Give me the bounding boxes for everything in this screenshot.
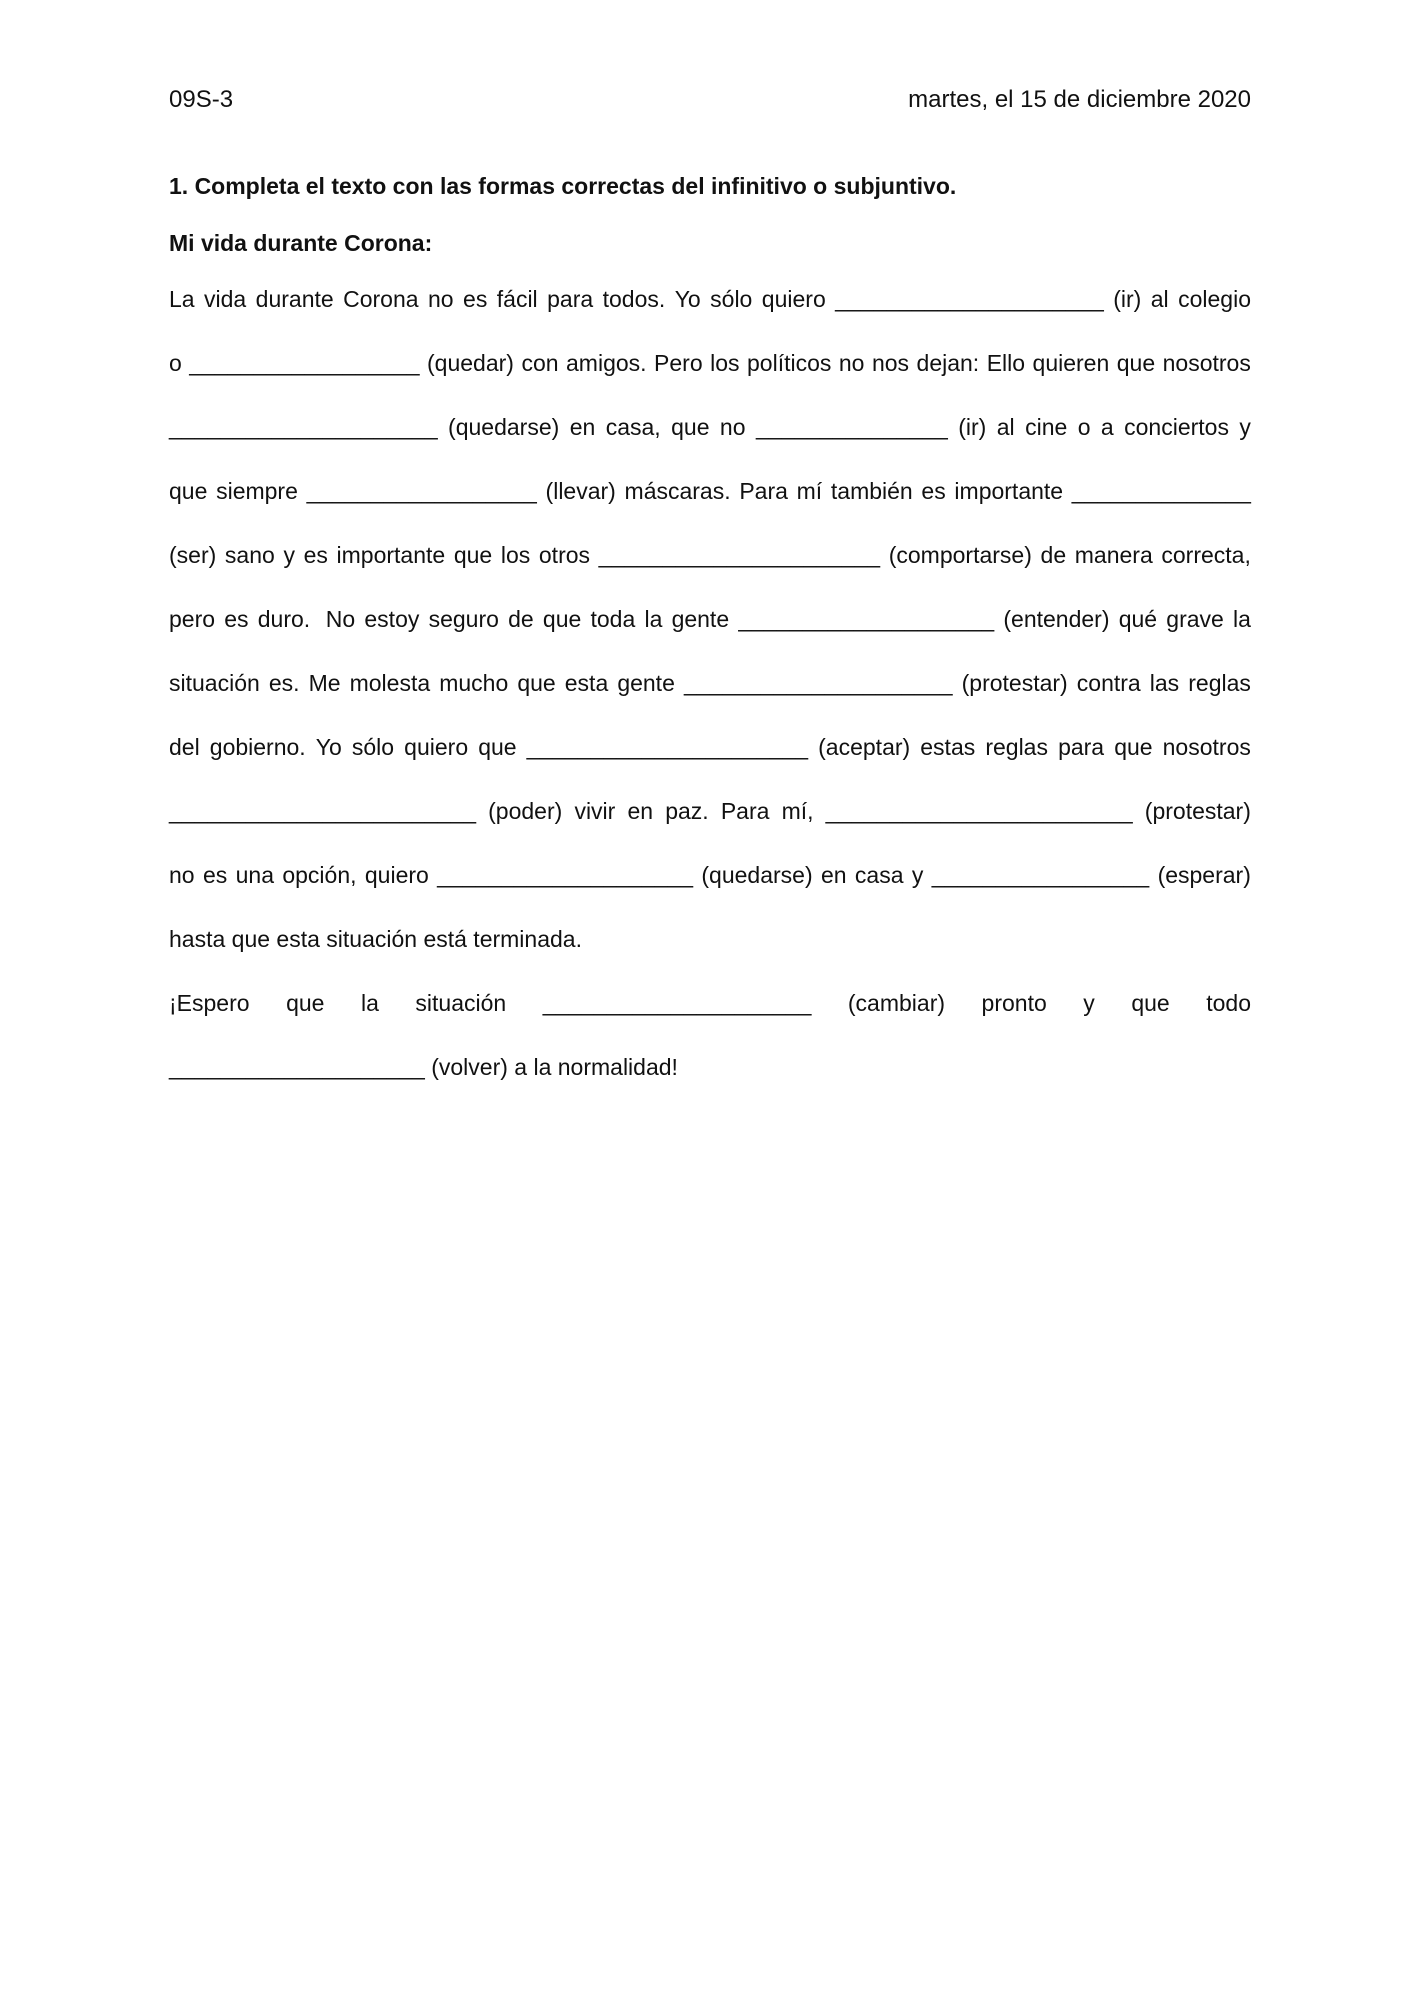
text-word: pronto xyxy=(981,990,1047,1016)
text-word: que xyxy=(542,606,582,632)
text-word: estas xyxy=(920,734,976,760)
text-word: cine xyxy=(1025,414,1068,440)
text-word: Para xyxy=(739,478,788,504)
text-word: importante xyxy=(336,542,446,568)
text-word: que xyxy=(671,414,710,440)
answer-blank[interactable]: ______________________ xyxy=(598,542,881,568)
text-word: políticos xyxy=(747,350,832,376)
answer-blank[interactable]: _____________________ xyxy=(169,414,438,440)
text-word: (quedarse) xyxy=(701,862,813,888)
text-word: a xyxy=(1100,414,1114,440)
text-word: fácil xyxy=(496,286,538,312)
text-word: hasta que esta situación está terminada. xyxy=(169,926,582,952)
text-word: la xyxy=(360,990,379,1016)
answer-blank[interactable]: __________________ xyxy=(189,350,420,376)
course-code: 09S-3 xyxy=(169,86,234,113)
text-word: los xyxy=(710,350,740,376)
text-line xyxy=(169,411,1251,443)
text-word: o xyxy=(1077,414,1091,440)
text-word: mucho xyxy=(439,670,509,696)
text-word: al xyxy=(996,414,1015,440)
text-word: Ello xyxy=(986,350,1026,376)
exercise-instruction: 1. Completa el texto con las formas correctas del infinitivo o subjuntivo. xyxy=(169,173,957,199)
text-word: colegio xyxy=(1178,286,1251,312)
text-word: (aceptar) xyxy=(818,734,911,760)
text-title: Mi vida durante Corona: xyxy=(169,230,433,256)
text-word: los xyxy=(500,542,531,568)
text-word: grave xyxy=(1166,606,1224,632)
text-word: no xyxy=(169,862,195,888)
text-line xyxy=(169,731,1251,763)
text-word: es xyxy=(202,862,228,888)
text-word: Pero xyxy=(654,350,703,376)
answer-blank[interactable]: _____________________ xyxy=(683,670,953,696)
text-word: todos. xyxy=(602,286,666,312)
answer-blank[interactable]: _____________________ xyxy=(835,286,1104,312)
text-word: la xyxy=(1233,606,1251,632)
text-word: pero xyxy=(169,606,216,632)
text-word: importante xyxy=(954,478,1064,504)
text-word: del xyxy=(169,734,200,760)
answer-blank[interactable]: ________________________ xyxy=(825,798,1133,824)
text-line xyxy=(169,603,1251,635)
answer-blank[interactable]: ______________________ xyxy=(526,734,809,760)
text-word: esta xyxy=(564,670,609,696)
text-word: toda xyxy=(590,606,636,632)
answer-blank[interactable]: ________________________ xyxy=(169,798,476,824)
text-word: que xyxy=(453,542,493,568)
text-word: dejan: xyxy=(916,350,980,376)
text-line xyxy=(169,859,1251,891)
text-word: ¡Espero xyxy=(169,990,250,1016)
text-word: (quedarse) xyxy=(448,414,560,440)
worksheet-date: martes, el 15 de diciembre 2020 xyxy=(908,86,1251,113)
text-word: correcta, xyxy=(1161,542,1251,568)
text-word: (ser) xyxy=(169,542,217,568)
text-word: reglas xyxy=(1188,670,1251,696)
text-word: molesta xyxy=(349,670,431,696)
text-word: seguro xyxy=(428,606,499,632)
text-word: que xyxy=(169,478,208,504)
text-word: no xyxy=(719,414,746,440)
answer-blank[interactable]: ____________________ xyxy=(738,606,995,632)
text-word: quiero xyxy=(364,862,429,888)
text-word: y xyxy=(283,542,295,568)
text-word: estoy xyxy=(364,606,420,632)
text-line xyxy=(169,987,1251,1019)
text-word: con xyxy=(521,350,559,376)
text-word: No xyxy=(319,606,356,632)
text-word: casa, xyxy=(605,414,661,440)
text-word: que xyxy=(517,670,556,696)
text-word: reglas xyxy=(985,734,1048,760)
text-word: en xyxy=(820,862,847,888)
text-word: mí xyxy=(796,478,823,504)
text-line xyxy=(169,795,1251,827)
text-word: es xyxy=(303,542,328,568)
answer-blank[interactable]: ____________________ (volver) a la normalidad! xyxy=(169,1054,678,1080)
text-word: nosotros xyxy=(1162,350,1251,376)
text-word: nos xyxy=(871,350,910,376)
text-word: y xyxy=(1239,414,1251,440)
text-word: siempre xyxy=(216,478,298,504)
text-word: es xyxy=(224,606,249,632)
text-word: Yo xyxy=(674,286,701,312)
text-line xyxy=(169,1051,1251,1083)
text-word: paz. xyxy=(665,798,709,824)
text-word: Yo xyxy=(315,734,342,760)
text-word: o xyxy=(169,350,182,376)
answer-blank[interactable]: ____________________ xyxy=(437,862,694,888)
text-word: que xyxy=(1114,734,1153,760)
text-word: que xyxy=(1116,350,1156,376)
text-word: (llevar) xyxy=(545,478,616,504)
text-word: para xyxy=(547,286,594,312)
text-word: que xyxy=(286,990,325,1016)
text-word: (poder) xyxy=(488,798,563,824)
text-word: (esperar) xyxy=(1157,862,1251,888)
text-word: contra xyxy=(1076,670,1141,696)
text-word: (cambiar) xyxy=(847,990,946,1016)
text-word: y xyxy=(911,862,924,888)
text-word: quiero xyxy=(404,734,469,760)
text-word: una xyxy=(235,862,274,888)
text-word: en xyxy=(569,414,596,440)
text-word: Me xyxy=(308,670,341,696)
text-word: manera xyxy=(1074,542,1153,568)
text-word: opción, xyxy=(282,862,357,888)
text-word: no xyxy=(838,350,865,376)
text-word: quiero xyxy=(761,286,826,312)
text-word: Corona xyxy=(343,286,419,312)
text-line xyxy=(169,667,1251,699)
text-word: (ir) xyxy=(1113,286,1142,312)
text-word: y xyxy=(1083,990,1095,1016)
text-word: no xyxy=(428,286,454,312)
text-word: (entender) xyxy=(1003,606,1110,632)
text-word: (ir) xyxy=(958,414,987,440)
text-word: casa xyxy=(854,862,904,888)
text-word: situación xyxy=(169,670,260,696)
text-word: vida xyxy=(204,286,247,312)
text-line xyxy=(169,923,1251,955)
text-word: (quedar) xyxy=(427,350,514,376)
answer-blank[interactable]: _____________________ xyxy=(542,990,812,1016)
text-word: las xyxy=(1149,670,1180,696)
answer-blank[interactable]: __________________ xyxy=(306,478,537,504)
text-word: sólo xyxy=(710,286,753,312)
text-word: que xyxy=(478,734,517,760)
text-line xyxy=(169,347,1251,379)
text-word: de xyxy=(1040,542,1067,568)
text-line xyxy=(169,475,1251,507)
text-word: todo xyxy=(1206,990,1251,1016)
text-word: que xyxy=(1131,990,1170,1016)
text-word: es xyxy=(463,286,488,312)
text-word: mí, xyxy=(781,798,814,824)
text-word: máscaras. xyxy=(624,478,731,504)
text-word: gobierno. xyxy=(209,734,306,760)
text-word: qué xyxy=(1118,606,1158,632)
text-word: (comportarse) xyxy=(888,542,1032,568)
text-word: la xyxy=(644,606,663,632)
text-word: La xyxy=(169,286,195,312)
text-word: durante xyxy=(255,286,334,312)
text-line xyxy=(169,283,1251,315)
text-word: otros xyxy=(538,542,591,568)
text-word: (protestar) xyxy=(1144,798,1251,824)
answer-blank[interactable]: ______________ xyxy=(1071,478,1251,504)
text-word: quieren xyxy=(1032,350,1110,376)
text-word: vivir xyxy=(574,798,616,824)
text-word: es xyxy=(921,478,946,504)
text-line xyxy=(169,539,1251,571)
text-word: de xyxy=(508,606,534,632)
text-word: conciertos xyxy=(1124,414,1229,440)
text-word: para xyxy=(1058,734,1105,760)
text-word: sólo xyxy=(351,734,395,760)
text-word: gente xyxy=(671,606,730,632)
answer-blank[interactable]: _________________ xyxy=(931,862,1150,888)
text-word: Para xyxy=(720,798,770,824)
text-word: (protestar) xyxy=(961,670,1068,696)
text-word: situación xyxy=(415,990,507,1016)
text-word: nosotros xyxy=(1162,734,1251,760)
text-word: duro. xyxy=(257,606,311,632)
text-word: al xyxy=(1150,286,1169,312)
text-word: también xyxy=(830,478,913,504)
text-word: sano xyxy=(224,542,275,568)
answer-blank[interactable]: _______________ xyxy=(755,414,948,440)
text-word: es. xyxy=(268,670,300,696)
text-word: amigos. xyxy=(566,350,647,376)
text-word: gente xyxy=(617,670,675,696)
text-word: en xyxy=(627,798,654,824)
